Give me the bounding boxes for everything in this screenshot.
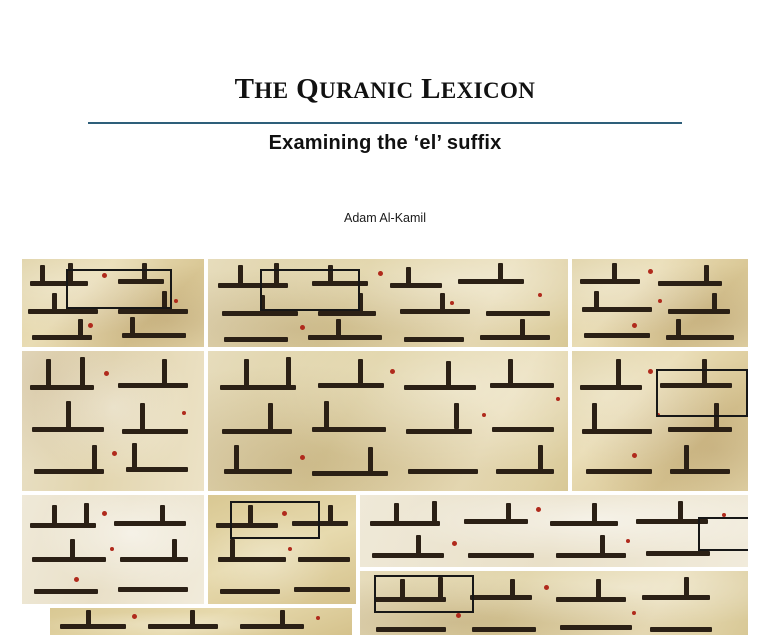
kufic-script-mid-center xyxy=(208,351,568,491)
title-part-lexicon-l: L xyxy=(421,73,441,105)
title-part-the-t: T xyxy=(234,73,255,105)
plate-gutter-horizontal-1 xyxy=(22,347,748,351)
plate-gutter-horizontal-4 xyxy=(22,604,360,608)
panel-mid-center xyxy=(208,351,568,491)
highlight-4 xyxy=(230,501,320,539)
title-block xyxy=(0,74,770,106)
highlight-2 xyxy=(260,269,360,311)
panel-lower-center xyxy=(208,495,356,604)
highlight-5 xyxy=(698,517,748,551)
page-title xyxy=(0,74,770,106)
kufic-script-mid-left xyxy=(22,351,204,491)
panel-bottom-left xyxy=(50,608,352,635)
kufic-script-top-right xyxy=(572,259,748,347)
panel-lower-left xyxy=(22,495,204,604)
title-part-the-rest: HE xyxy=(254,78,289,103)
title-part-lexicon-rest: EXICON xyxy=(440,78,536,103)
panel-lower-right-bottom xyxy=(360,571,748,635)
plate-gutter-vertical-2 xyxy=(568,259,572,495)
panel-mid-right xyxy=(572,351,748,491)
kufic-script-bottom-left xyxy=(50,608,352,635)
title-divider-rule xyxy=(88,122,682,124)
highlight-6 xyxy=(374,575,474,613)
panel-top-right xyxy=(572,259,748,347)
plate-gutter-horizontal-3 xyxy=(360,567,748,571)
kufic-script-lower-left xyxy=(22,495,204,604)
panel-lower-right-top xyxy=(360,495,748,567)
author-name: Adam Al-Kamil xyxy=(344,211,426,225)
page-subtitle: Examining the ‘el’ suffix xyxy=(268,132,502,154)
panel-top-center xyxy=(208,259,568,347)
quranic-manuscript-plate xyxy=(22,259,748,635)
highlight-3 xyxy=(656,369,748,417)
plate-gutter-vertical-4 xyxy=(22,604,50,635)
panel-mid-left xyxy=(22,351,204,491)
panel-top-left xyxy=(22,259,204,347)
plate-gutter-vertical-1 xyxy=(204,259,208,604)
kufic-script-lower-right-top xyxy=(360,495,748,567)
title-part-quranic-rest: URANIC xyxy=(319,78,414,103)
title-part-quranic-q: Q xyxy=(296,73,320,105)
plate-gutter-horizontal-2 xyxy=(22,491,748,495)
plate-gutter-vertical-5 xyxy=(352,604,360,635)
highlight-1 xyxy=(66,269,172,309)
